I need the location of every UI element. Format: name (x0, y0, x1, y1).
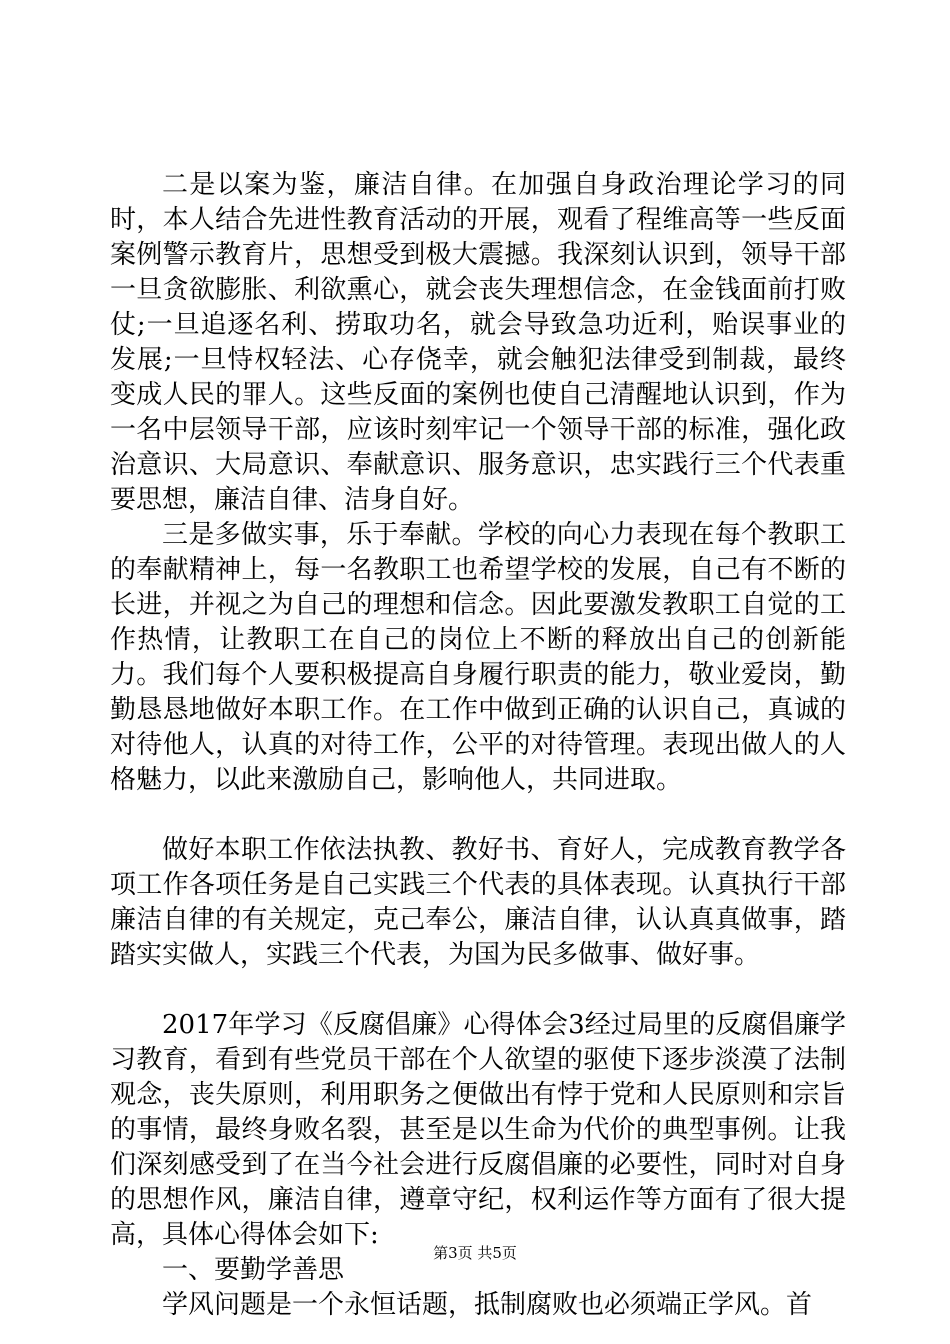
paragraph-spacer (110, 798, 846, 833)
paragraph-spacer (110, 973, 846, 1008)
paragraph-dedication: 三是多做实事，乐于奉献。学校的向心力表现在每个教职工的奉献精神上，每一名教职工也希望学校的发展，自己有不断的长进，并视之为自己的理想和信念。因此要激发教职工自觉的工作热情，让教职工在自己的岗位上不断的释放出自己的创新能力。我们每个人要积极提高自身履行职责的能力，敬业爱岗，勤勤恳恳地做好本职工作。在工作中做到正确的认识自己，真诚的对待他人，认真的对待工作，公平的对待管理。表现出做人的人格魅力，以此来激励自己，影响他人，共同进取。 (110, 520, 846, 795)
document-body (110, 168, 846, 1323)
paragraph-case-study: 二是以案为鉴，廉洁自律。在加强自身政治理论学习的同时，本人结合先进性教育活动的开展，观看了程维高等一些反面案例警示教育片，思想受到极大震撼。我深刻认识到，领导干部一旦贪欲膨胀、利欲熏心，就会丧失理想信念，在金钱面前打败仗;一旦追逐名利、捞取功名，就会导致急功近利，贻误事业的发展;一旦恃权轻法、心存侥幸，就会触犯法律受到制裁，最终变成人民的罪人。这些反面的案例也使自己清醒地认识到，作为一名中层领导干部，应该时刻牢记一个领导干部的标准，强化政治意识、大局意识、奉献意识、服务意识，忠实践行三个代表重要思想，廉洁自律、洁身自好。 (110, 170, 846, 515)
paragraph-anticorruption-intro: 2017年学习《反腐倡廉》心得体会3经过局里的反腐倡廉学习教育，看到有些党员干部在个人欲望的驱使下逐步淡漠了法制观念，丧失原则，利用职务之便做出有悖于党和人民原则和宗旨的事情，最终身败名裂，甚至是以生命为代价的典型事例。让我们深刻感受到了在当今社会进行反腐倡廉的必要性，同时对自身的思想作风，廉洁自律，遵章守纪，权利运作等方面有了很大提高，具体心得体会如下: (110, 1010, 846, 1250)
paragraph-study-style: 学风问题是一个永恒话题，抵制腐败也必须端正学风。首 (162, 1290, 813, 1320)
paragraph-duty: 做好本职工作依法执教、教好书、育好人，完成教育教学各项工作各项任务是自己实践三个代表的具体表现。认真执行干部廉洁自律的有关规定，克己奉公，廉洁自律，认认真真做事，踏踏实实做人，实践三个代表，为国为民多做事、做好事。 (110, 835, 846, 970)
page-footer: 第3页 共5页 (433, 1244, 517, 1262)
section-heading-study: 一、要勤学善思 (162, 1255, 345, 1285)
